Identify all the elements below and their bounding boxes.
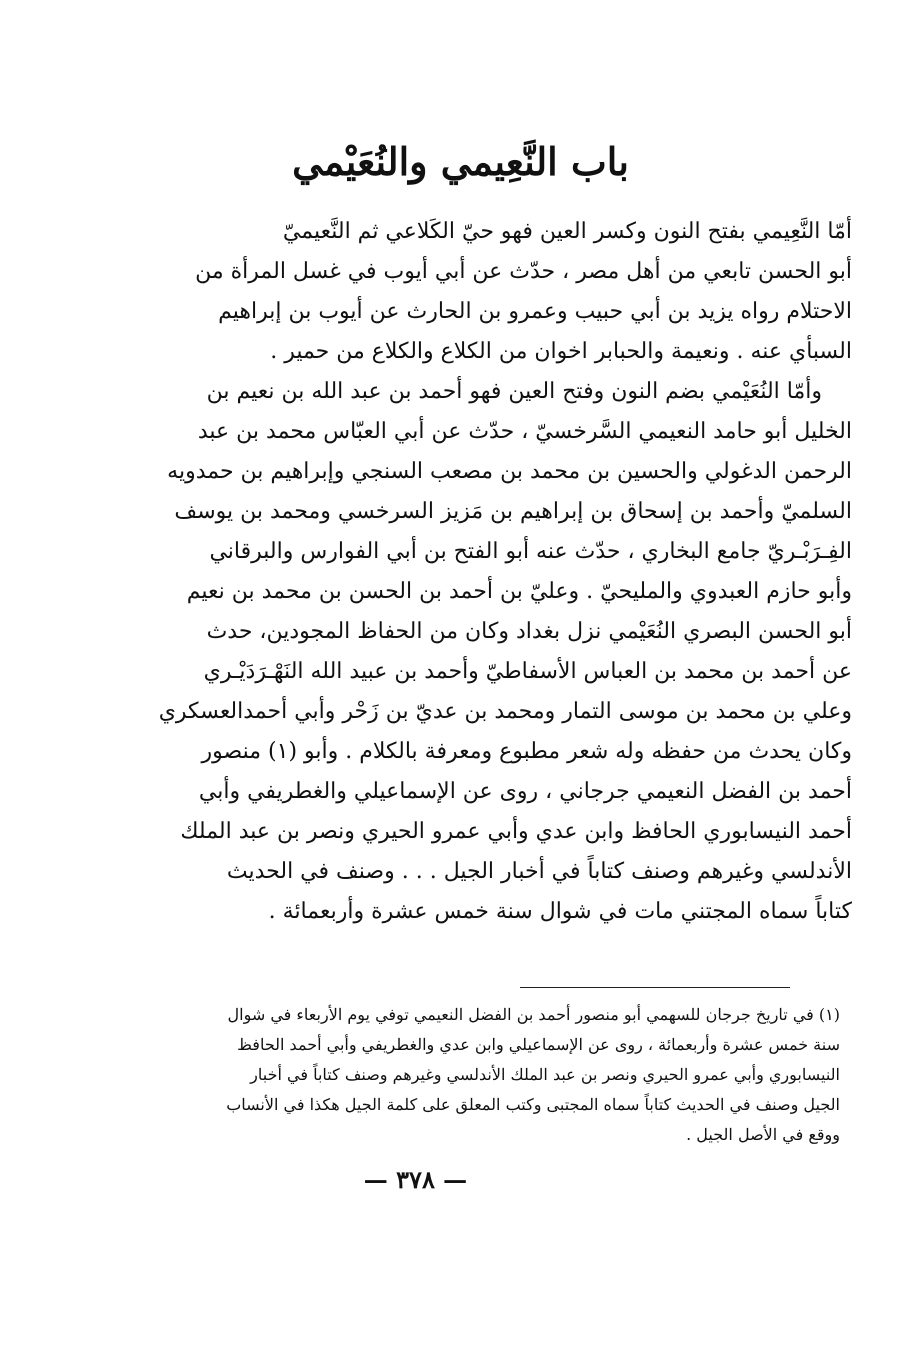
- body-line: الخليل أبو حامد النعيمي السَّرخسيّ ، حدّث عن أبي العبّاس محمد بن عبد: [197, 419, 852, 444]
- body-line: الاحتلام رواه يزيد بن أبي حبيب وعمرو بن الحارث عن أيوب بن إبراهيم: [218, 299, 852, 324]
- body-line: السلميّ وأحمد بن إسحاق بن إبراهيم بن مَزيز السرخسي ومحمد بن يوسف: [174, 499, 852, 524]
- body-line: وكان يحدث من حفظه وله شعر مطبوع ومعرفة بالكلام . وأبو (١) منصور: [201, 739, 852, 764]
- body-line: الفِـرَبْـريّ جامع البخاري ، حدّث عنه أبو الفتح بن أبي الفوارس والبرقاني: [209, 539, 852, 564]
- body-line: أبو الحسن تابعي من أهل مصر ، حدّث عن أبي أيوب في غسل المرأة من: [195, 259, 852, 284]
- body-line: أحمد النيسابوري الحافظ وابن عدي وأبي عمرو الحيري ونصر بن عبد الملك: [180, 819, 852, 844]
- footnote-line: (١) في تاريخ جرجان للسهمي أبو منصور أحمد بن الفضل النعيمي توفي يوم الأربعاء في شوال: [227, 1005, 840, 1024]
- body-line: كتاباً سماه المجتني مات في شوال سنة خمس عشرة وأربعمائة .: [268, 899, 852, 924]
- footnote-line: ووقع في الأصل الجيل .: [686, 1125, 840, 1144]
- footnote-line: الجيل وصنف في الحديث كتاباً سماه المجتبى وكتب المعلق على كلمة الجيل هكذا في الأنساب: [226, 1095, 840, 1114]
- body-line: الأندلسي وغيرهم وصنف كتاباً في أخبار الجيل . . . وصنف في الحديث: [226, 859, 852, 884]
- body-line: وأمّا النُعَيْمي بضم النون وفتح العين فهو أحمد بن عبد الله بن نعيم بن: [206, 379, 822, 404]
- body-line: أبو الحسن البصري النُعَيْمي نزل بغداد وكان من الحفاظ المجودين، حدث: [206, 619, 852, 644]
- body-line: الرحمن الدغولي والحسين بن محمد بن مصعب السنجي وإبراهيم بن حمدويه: [167, 459, 852, 484]
- page-number: — ٣٧٨ —: [363, 1165, 468, 1194]
- body-line: وأبو حازم العبدوي والمليحيّ . وعليّ بن أحمد بن الحسن بن محمد بن نعيم: [186, 579, 852, 604]
- body-line: أمّا النَّعِيمي بفتح النون وكسر العين فهو حيّ الكَلاعي ثم النَّعيميّ: [282, 219, 852, 244]
- footnote-line: النيسابوري وأبي عمرو الحيري ونصر بن عبد الملك الأندلسي وغيرهم وصنف كتاباً في أخبار: [250, 1065, 840, 1084]
- body-line: وعلي بن محمد بن موسى التمار ومحمد بن عديّ بن زَحْر وأبي أحمدالعسكري: [158, 699, 852, 724]
- footnote-divider: [520, 987, 790, 988]
- body-text: [70, 212, 852, 932]
- footnote: [70, 1000, 840, 1150]
- body-line: عن أحمد بن محمد بن العباس الأسفاطيّ وأحمد بن عبيد الله النَهْـرَدَيْـري: [203, 659, 852, 684]
- body-line: السبأي عنه . ونعيمة والحبابر اخوان من الكلاع والكلاع من حمير .: [270, 339, 852, 364]
- body-line: أحمد بن الفضل النعيمي جرجاني ، روى عن الإسماعيلي والغطريفي وأبي: [198, 779, 852, 804]
- footnote-line: سنة خمس عشرة وأربعمائة ، روى عن الإسماعيلي وابن عدي والغطريفي وأبي أحمد الحافظ: [237, 1035, 840, 1054]
- page-title: باب النَّعِيمي والنُعَيْمي: [292, 139, 629, 184]
